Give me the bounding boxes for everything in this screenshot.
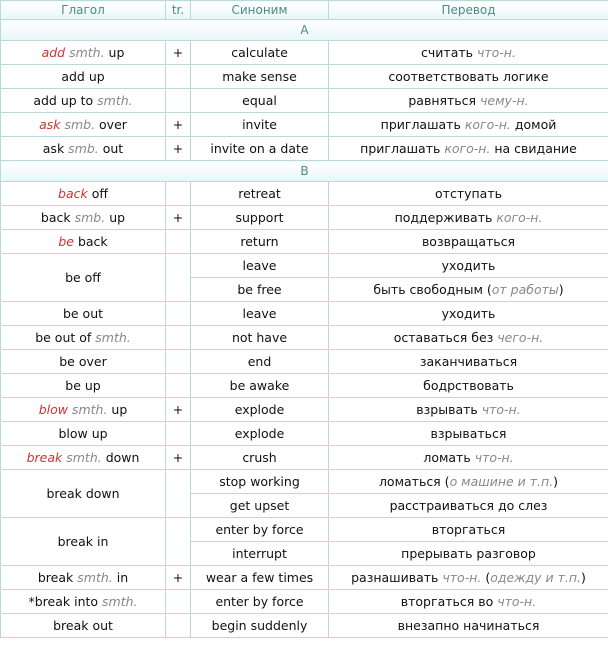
text-segment: ) [553,474,559,489]
transitive-cell [166,470,191,518]
transitive-cell [166,614,191,638]
text-segment: be off [65,270,101,285]
verb-cell [1,41,166,65]
verb-cell [1,302,166,326]
synonym-cell: explode [191,422,329,446]
text-segment: smth. [77,570,113,585]
text-segment: о машине и т.п. [449,474,554,489]
table-row [1,89,608,113]
text-segment: smth. [65,45,105,60]
text-segment: ломаться ( [378,474,450,489]
transitive-cell: + [166,446,191,470]
synonym-cell: enter by force [191,590,329,614]
text-segment: бодрствовать [423,378,514,393]
text-segment: что-н. [476,45,516,60]
verb-cell [1,89,166,113]
table-row [1,422,608,446]
synonym-cell: be free [191,278,329,302]
text-segment: be over [59,354,107,369]
text-segment: взрывать [416,402,482,417]
verb-cell [1,254,166,302]
translation-cell [329,206,608,230]
header-verb: Глагол [1,1,166,20]
table-row [1,254,608,278]
text-segment: приглашать [360,141,445,156]
verb-cell [1,614,166,638]
text-segment: считать [421,45,477,60]
text-segment: внезапно начинаться [397,618,540,633]
verb-cell [1,422,166,446]
text-segment: заканчиваться [419,354,518,369]
translation-cell [329,614,608,638]
text-segment: ) [581,570,586,585]
text-segment: smb. [74,210,106,225]
table-row [1,302,608,326]
translation-cell [329,278,608,302]
translation-cell [329,137,608,161]
text-segment: приглашать [380,117,465,132]
header-translation: Перевод [329,1,608,20]
synonym-cell: calculate [191,41,329,65]
transitive-cell: + [166,41,191,65]
transitive-cell: + [166,113,191,137]
transitive-cell: + [166,398,191,422]
text-segment: на свидание [490,141,577,156]
translation-cell [329,326,608,350]
verb-cell [1,590,166,614]
text-segment: возвращаться [421,234,516,249]
verb-cell [1,230,166,254]
text-segment: up [104,45,125,60]
text-segment: back [73,234,108,249]
transitive-cell [166,230,191,254]
text-segment: прерывать разговор [401,546,536,561]
table-row [1,326,608,350]
text-segment: ломать [423,450,475,465]
synonym-cell: leave [191,302,329,326]
synonym-cell: begin suddenly [191,614,329,638]
text-segment: ask [39,117,61,132]
text-segment: чего-н. [497,330,544,345]
text-segment: *break into [28,594,103,609]
synonym-cell: interrupt [191,542,329,566]
table-body [1,20,608,638]
text-segment: be out [62,306,104,321]
text-segment: от работы [491,282,559,297]
synonym-cell: get upset [191,494,329,518]
text-segment: одежду и т.п. [490,570,581,585]
text-segment: over [95,117,127,132]
text-segment: up [105,210,126,225]
text-segment: вторгаться во [400,594,498,609]
text-segment: чему-н. [480,93,529,108]
text-segment: что-н. [442,570,482,585]
transitive-cell: + [166,206,191,230]
table-row [1,566,608,590]
synonym-cell: support [191,206,329,230]
transitive-cell [166,590,191,614]
synonym-cell: equal [191,89,329,113]
text-segment: разнашивать [351,570,443,585]
text-segment: up [107,402,128,417]
synonym-cell: wear a few times [191,566,329,590]
transitive-cell [166,302,191,326]
table-row [1,446,608,470]
transitive-cell: + [166,566,191,590]
text-segment: add up to [33,93,98,108]
table-row [1,350,608,374]
text-segment: smb. [60,117,96,132]
header-row [1,1,608,20]
synonym-cell: stop working [191,470,329,494]
translation-cell [329,350,608,374]
text-segment: add [41,45,66,60]
translation-cell [329,542,608,566]
transitive-cell [166,89,191,113]
text-segment: back [40,210,75,225]
translation-cell [329,398,608,422]
table-row [1,374,608,398]
section-letter: A [1,20,608,41]
text-segment: be out of [35,330,96,345]
text-segment: взрываться [430,426,507,441]
transitive-cell [166,326,191,350]
section-letter: B [1,161,608,182]
transitive-cell [166,254,191,302]
header-transitive: tr. [166,1,191,20]
text-segment: down [101,450,140,465]
synonym-cell: be awake [191,374,329,398]
text-segment: break [37,570,78,585]
text-segment: кого-н. [496,210,543,225]
synonym-cell: crush [191,446,329,470]
table-row [1,65,608,89]
verb-cell [1,137,166,161]
header-synonym: Синоним [191,1,329,20]
text-segment: уходить [441,306,496,321]
text-segment: что-н. [474,450,514,465]
text-segment: уходить [441,258,496,273]
text-segment: break [26,450,63,465]
transitive-cell [166,518,191,566]
verb-cell [1,65,166,89]
synonym-cell: make sense [191,65,329,89]
table-row [1,113,608,137]
text-segment: smth. [97,93,133,108]
translation-cell [329,89,608,113]
translation-cell [329,65,608,89]
text-segment: break out [53,618,113,633]
translation-cell [329,302,608,326]
synonym-cell: leave [191,254,329,278]
table-row [1,206,608,230]
text-segment: off [87,186,108,201]
transitive-cell [166,182,191,206]
synonym-cell: invite [191,113,329,137]
text-segment: оставаться без [393,330,498,345]
translation-cell [329,566,608,590]
table-row [1,230,608,254]
table-row [1,137,608,161]
text-segment: smth. [62,450,102,465]
text-segment: поддерживать [394,210,497,225]
table-row [1,590,608,614]
text-segment: что-н. [497,594,537,609]
synonym-cell: not have [191,326,329,350]
synonym-cell: enter by force [191,518,329,542]
table-row [1,470,608,494]
translation-cell [329,422,608,446]
text-segment: be [58,234,74,249]
translation-cell [329,41,608,65]
transitive-cell [166,374,191,398]
text-segment: ask [42,141,69,156]
text-segment: ) [558,282,564,297]
verb-cell [1,374,166,398]
text-segment: отступать [435,186,502,201]
text-segment: что-н. [481,402,521,417]
text-segment: вторгаться [431,522,506,537]
transitive-cell: + [166,137,191,161]
section-row [1,161,608,182]
text-segment: ( [481,570,491,585]
table-row [1,182,608,206]
verb-cell [1,350,166,374]
verb-cell [1,470,166,518]
text-segment: кого-н. [444,141,491,156]
text-segment: be up [65,378,101,393]
translation-cell [329,446,608,470]
text-segment: break in [57,534,109,549]
text-segment: back [58,186,88,201]
text-segment: smb. [68,141,99,156]
translation-cell [329,590,608,614]
transitive-cell [166,350,191,374]
synonym-cell: end [191,350,329,374]
text-segment: blow up [58,426,108,441]
translation-cell [329,182,608,206]
translation-cell [329,254,608,278]
translation-cell [329,494,608,518]
table-row [1,614,608,638]
translation-cell [329,374,608,398]
verb-cell [1,113,166,137]
text-segment: домой [510,117,557,132]
synonym-cell: return [191,230,329,254]
transitive-cell [166,65,191,89]
text-segment: break down [46,486,120,501]
translation-cell [329,230,608,254]
text-segment: smth. [102,594,138,609]
verb-cell [1,566,166,590]
translation-cell [329,470,608,494]
table-row [1,398,608,422]
text-segment: out [98,141,124,156]
text-segment: кого-н. [464,117,511,132]
table-row [1,518,608,542]
text-segment: blow [38,402,68,417]
verb-cell [1,206,166,230]
text-segment: соответствовать логике [388,69,549,84]
synonym-cell: retreat [191,182,329,206]
text-segment: быть свободным ( [373,282,492,297]
text-segment: add up [61,69,105,84]
text-segment: in [112,570,129,585]
text-segment: равняться [408,93,481,108]
text-segment: расстраиваться до слез [389,498,548,513]
verb-cell [1,398,166,422]
translation-cell [329,113,608,137]
section-row [1,20,608,41]
table-row [1,41,608,65]
verb-cell [1,518,166,566]
verb-cell [1,182,166,206]
text-segment: smth. [95,330,131,345]
verb-cell [1,326,166,350]
translation-cell [329,518,608,542]
text-segment: smth. [67,402,108,417]
synonym-cell: invite on a date [191,137,329,161]
transitive-cell [166,422,191,446]
verb-cell [1,446,166,470]
synonym-cell: explode [191,398,329,422]
